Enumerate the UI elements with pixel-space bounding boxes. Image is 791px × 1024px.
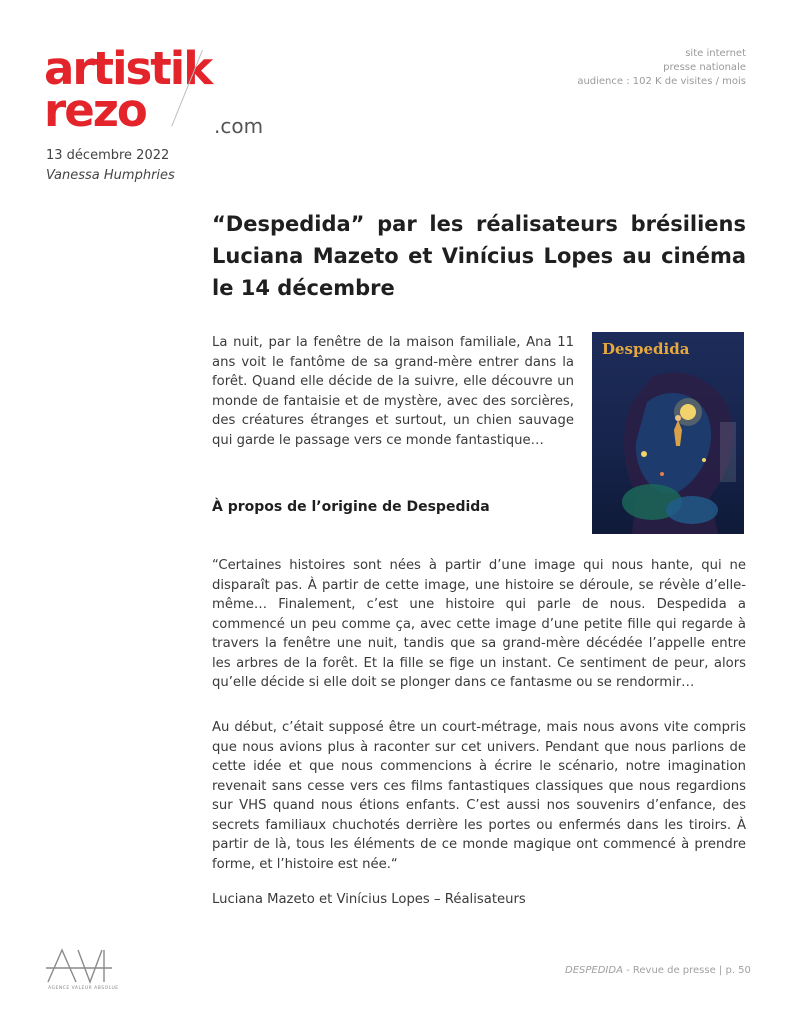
section-heading: À propos de l’origine de Despedida [212, 499, 490, 515]
article-date: 13 décembre 2022 [46, 148, 170, 163]
logo-word-rezo: rezo [44, 84, 146, 137]
agency-caption: AGENCE VALEUR ABSOLUE [48, 986, 119, 991]
article-paragraph-2: Au début, c’était supposé être un court-métrage, mais nous avons vite compris que nous avions plus à raconter sur cet univers. Pendant que nous parlions de cette idée et que nous commencions à écrire le scénario, notre imagination revenait sans cesse vers ces films fantastiques classiques que nous regardions sur VHS quand nous étions enfants. C’est aussi nos souvenirs d’enfance, des secrets familiaux chuchotés derrière les portes ou enfermés dans les tiroirs. À partir de là, tous les éléments de ce monde magique ont commencé à prendre forme, et l’histoire est née.“ [212, 720, 746, 872]
meta-scope: presse nationale [663, 62, 746, 73]
meta-audience: audience : 102 K de visites / mois [577, 76, 746, 87]
publication-meta [577, 47, 746, 89]
article-intro: La nuit, par la fenêtre de la maison familiale, Ana 11 ans voit le fantôme de sa grand-mère entrer dans la forêt. Quand elle décide de la suivre, elle découvre un monde de fantaisie et de mystère, avec des sorcières, des créatures étranges et surtout, un chien sauvage qui garde le passage vers ce monde fantastique… [212, 335, 574, 448]
artistikrezo-logo [44, 42, 274, 146]
agency-logo-mark [44, 946, 116, 986]
article-signature: Luciana Mazeto et Vinícius Lopes – Réalisateurs [212, 892, 526, 907]
article-paragraph-1: “Certaines histoires sont nées à partir d’une image qui nous hante, qui ne disparaît pas. À partir de cette image, une histoire se déroule, se révèle d’elle-même… Finalement, c’est une histoire qui parle de nous. Despedida a commencé un peu comme ça, avec cette image d’une petite fille qui regarde à travers la fenêtre une nuit, tandis que sa grand-mère décédée l’appelle entre les arbres de la forêt. Et la fille se fige un instant. Ce sentiment de peur, alors qu’elle décide si elle doit se plonger dans ce fantasme ou se rendormir… [212, 558, 746, 690]
article-author: Vanessa Humphries [46, 168, 175, 183]
page-footer [565, 965, 751, 976]
agency-logo [44, 946, 119, 992]
poster-artwork [592, 332, 744, 534]
logo-suffix: .com [214, 114, 264, 138]
meta-type: site internet [685, 48, 746, 59]
film-poster-image [592, 332, 744, 534]
footer-page-info: - Revue de presse | p. 50 [622, 965, 751, 976]
footer-film-title: DESPEDIDA [565, 965, 623, 976]
logo-word-artistik: artistik [44, 42, 212, 95]
poster-title: Despedida [602, 340, 690, 358]
article-title: “Despedida” par les réalisateurs brésiliens Luciana Mazeto et Vinícius Lopes au cinéma le 14 décembre [212, 212, 746, 300]
